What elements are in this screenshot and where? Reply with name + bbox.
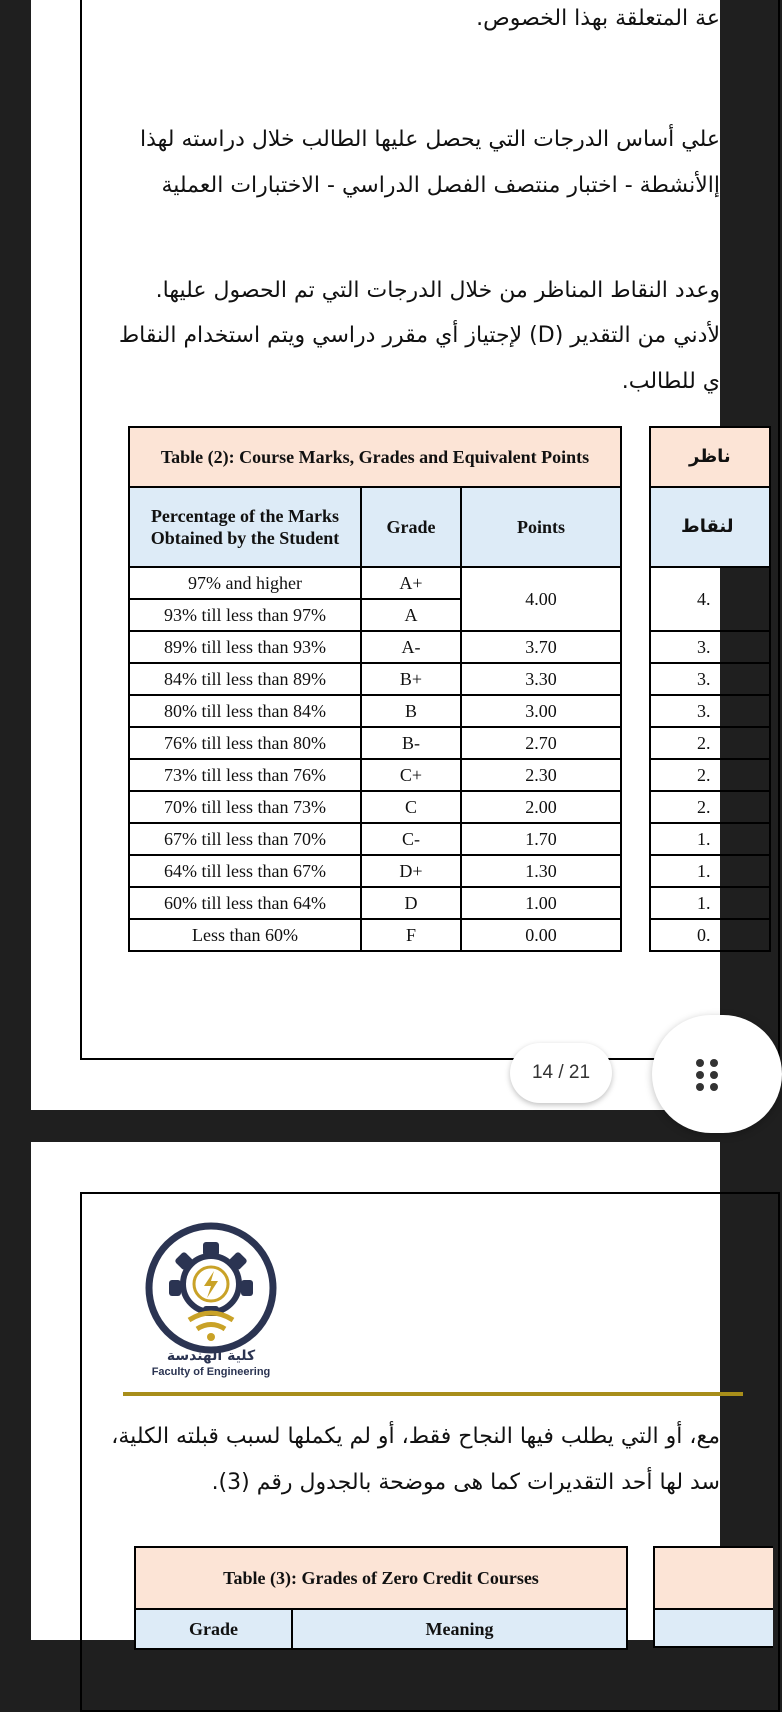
points-cell: 2. [650, 727, 770, 759]
points-cell: 2. [650, 791, 770, 823]
percentage-cell: 97% and higher [129, 567, 361, 599]
points-cell: 3. [650, 631, 770, 663]
column-header-grade: Grade [135, 1609, 292, 1649]
points-cell: 4. [650, 567, 770, 631]
points-cell: 3.70 [461, 631, 621, 663]
grade-cell: C [361, 791, 461, 823]
page-indicator: 14 / 21 [510, 1043, 612, 1103]
paragraph-line: إالأنشطة - اختبار منتصف الفصل الدراسي - الاختبارات العملية [161, 173, 720, 198]
faculty-logo [141, 1218, 281, 1378]
points-cell: 2.30 [461, 759, 621, 791]
grades-table [128, 426, 622, 952]
table-row [129, 631, 621, 663]
grade-cell: B [361, 695, 461, 727]
points-cell: 4.00 [461, 567, 621, 631]
zero-credit-table-arabic [653, 1546, 773, 1648]
table-row [129, 663, 621, 695]
grade-cell: C+ [361, 759, 461, 791]
column-header-points: لنقاط [650, 487, 770, 567]
points-cell: 2. [650, 759, 770, 791]
points-cell: 1.30 [461, 855, 621, 887]
table-caption: Table (3): Grades of Zero Credit Courses [135, 1547, 627, 1609]
logo-arabic-text: كلية الهندسة [166, 1348, 256, 1364]
percentage-cell: 60% till less than 64% [129, 887, 361, 919]
points-cell: 3. [650, 695, 770, 727]
table-row [129, 823, 621, 855]
percentage-cell: 80% till less than 84% [129, 695, 361, 727]
grade-cell: A- [361, 631, 461, 663]
table-row [129, 887, 621, 919]
points-cell: 1. [650, 887, 770, 919]
paragraph-line: مع، أو التي يطلب فيها النجاح فقط، أو لم يكملها لسبب قبلته الكلية، [111, 1424, 720, 1449]
table-row [129, 919, 621, 951]
points-cell: 1. [650, 823, 770, 855]
points-cell: 0. [650, 919, 770, 951]
table-caption: ناظر [650, 427, 770, 487]
percentage-cell: 67% till less than 70% [129, 823, 361, 855]
percentage-cell: 73% till less than 76% [129, 759, 361, 791]
grid-dots-icon[interactable] [652, 1015, 782, 1133]
percentage-cell: 89% till less than 93% [129, 631, 361, 663]
points-cell: 2.70 [461, 727, 621, 759]
document-page-15 [31, 1142, 720, 1640]
grade-cell: B- [361, 727, 461, 759]
points-cell: 1. [650, 855, 770, 887]
grade-cell: F [361, 919, 461, 951]
column-header-percentage: Percentage of the Marks Obtained by the Student [129, 487, 361, 567]
paragraph-line: ي للطالب. [621, 369, 720, 394]
grade-cell: C- [361, 823, 461, 855]
points-cell: 3.30 [461, 663, 621, 695]
column-header-grade: Grade [361, 487, 461, 567]
zero-credit-grades-table [134, 1546, 628, 1650]
percentage-cell: 76% till less than 80% [129, 727, 361, 759]
paragraph-line: وعدد النقاط المناظر من خلال الدرجات التي تم الحصول عليها. [155, 278, 720, 303]
points-cell: 0.00 [461, 919, 621, 951]
percentage-cell: Less than 60% [129, 919, 361, 951]
table-row [129, 695, 621, 727]
points-cell: 1.00 [461, 887, 621, 919]
grade-cell: A [361, 599, 461, 631]
document-page-14 [31, 0, 734, 1110]
points-cell: 3. [650, 663, 770, 695]
percentage-cell: 84% till less than 89% [129, 663, 361, 695]
points-cell: 1.70 [461, 823, 621, 855]
column-header-points: Points [461, 487, 621, 567]
grade-cell: A+ [361, 567, 461, 599]
table-row [129, 855, 621, 887]
paragraph-line: لأدني من التقدير (D) لإجتياز أي مقرر دراسي ويتم استخدام النقاط [118, 323, 720, 348]
header-rule [123, 1392, 743, 1396]
points-cell: 2.00 [461, 791, 621, 823]
grades-table-arabic [649, 426, 771, 952]
column-header-meaning: Meaning [292, 1609, 627, 1649]
paragraph-line: علي أساس الدرجات التي يحصل عليها الطالب خلال دراسته لهذا [139, 127, 720, 152]
table-row [129, 727, 621, 759]
table-row [129, 759, 621, 791]
percentage-cell: 93% till less than 97% [129, 599, 361, 631]
paragraph-line: عة المتعلقة بهذا الخصوص. [476, 6, 720, 31]
percentage-cell: 70% till less than 73% [129, 791, 361, 823]
table-row [129, 567, 621, 599]
gear-lightning-wifi-logo [141, 1218, 281, 1358]
grade-cell: D+ [361, 855, 461, 887]
table-caption: Table (2): Course Marks, Grades and Equivalent Points [129, 427, 621, 487]
table-row [129, 791, 621, 823]
grade-cell: D [361, 887, 461, 919]
grade-cell: B+ [361, 663, 461, 695]
points-cell: 3.00 [461, 695, 621, 727]
percentage-cell: 64% till less than 67% [129, 855, 361, 887]
logo-english-text: Faculty of Engineering [151, 1366, 271, 1378]
paragraph-line: سد لها أحد التقديرات كما هى موضحة بالجدول رقم (3). [211, 1470, 720, 1495]
